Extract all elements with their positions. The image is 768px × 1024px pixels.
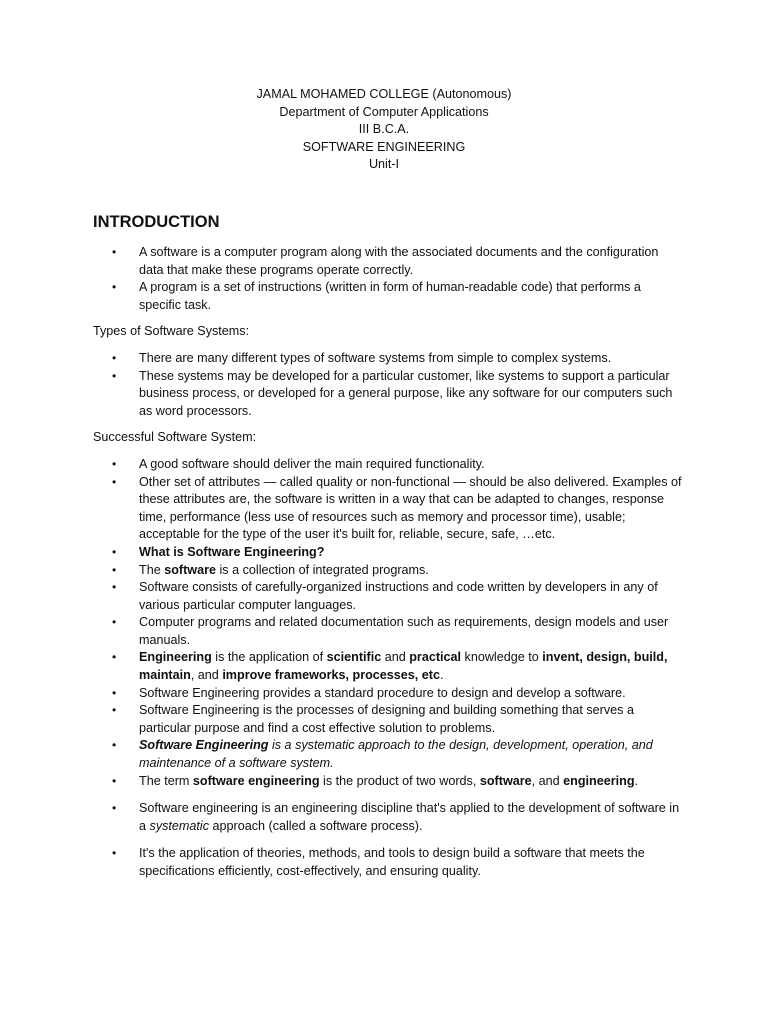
bullet-icon: •: [112, 562, 117, 577]
course-name: III B.C.A.: [358, 122, 410, 137]
bullet-icon: •: [112, 801, 117, 816]
bullet-icon: •: [112, 703, 117, 718]
subject-name: SOFTWARE ENGINEERING: [302, 139, 466, 154]
bullet-icon: •: [112, 544, 117, 559]
list-item: • Software engineering is an engineering discipline that's applied to the development of software in a systematic approach (called a software process).: [112, 801, 680, 833]
bullet-icon: •: [112, 368, 117, 383]
bullet-icon: •: [112, 615, 117, 630]
section-title: INTRODUCTION: [93, 213, 220, 231]
bullet-icon: •: [112, 280, 117, 295]
list-item: • Engineering is the application of scientific and practical knowledge to invent, design, build, maintain, and improve frameworks, processes, etc.: [112, 650, 668, 683]
document-header: [0, 86, 768, 174]
bullet-icon: •: [112, 474, 117, 489]
document-body: [93, 244, 683, 881]
list-item: • Software Engineering is a systematic approach to the design, development, operation, and maintenance of a software system.: [112, 738, 653, 771]
list-item: • The software is a collection of integrated programs.: [93, 562, 683, 580]
bullet-icon: •: [112, 773, 117, 788]
list-item: [93, 544, 683, 562]
list-item: • These systems may be developed for a particular customer, like systems to support a particular business process, or developed for a general purpose, like any software for our computers such as word processors.: [112, 368, 673, 418]
bullet-icon: •: [112, 580, 117, 595]
unit-name: Unit-I: [368, 157, 400, 172]
list-item: • A good software should deliver the main required functionality.: [93, 456, 683, 474]
list-item: • A software is a computer program along with the associated documents and the configuration data that make these programs operate correctly.: [112, 245, 659, 277]
list-item: • Software Engineering is the processes of designing and building something that serves a particular purpose and find a cost effective solution to problems.: [112, 703, 634, 735]
college-name: JAMAL MOHAMED COLLEGE (Autonomous): [256, 87, 512, 101]
types-label: Types of Software Systems:: [93, 324, 250, 339]
bullet-icon: •: [112, 846, 117, 861]
list-item: • The term software engineering is the product of two words, software, and engineering.: [93, 773, 683, 791]
what-is-heading: What is Software Engineering?: [139, 544, 325, 559]
bullet-icon: •: [112, 650, 117, 665]
success-label: Successful Software System:: [93, 430, 257, 445]
bullet-icon: •: [112, 456, 117, 471]
bullet-icon: •: [112, 685, 117, 700]
list-item: • Software Engineering provides a standard procedure to design and develop a software.: [93, 685, 683, 703]
bullet-icon: •: [112, 350, 117, 365]
list-item: • Software consists of carefully-organized instructions and code written by developers in any of various particular computer languages.: [112, 580, 658, 612]
bullet-icon: •: [112, 738, 117, 753]
list-item: • There are many different types of software systems from simple to complex systems.: [93, 350, 683, 368]
list-item: • It's the application of theories, methods, and tools to design build a software that meets the specifications efficiently, cost-effectively, and ensuring quality.: [112, 846, 645, 878]
success-list: [93, 456, 683, 881]
department-name: Department of Computer Applications: [279, 104, 489, 119]
list-item: • Computer programs and related documentation such as requirements, design models and user manuals.: [112, 615, 669, 647]
list-item: • Other set of attributes — called quality or non-functional — should be also delivered. Examples of these attributes are, the software is written in a way that can be adapted to changes, response time, performance (less use of resources such as memory and processor time), usable; acceptable for the type of the user it's built for, reliable, secure, safe, …etc.: [112, 474, 682, 542]
bullet-icon: •: [112, 245, 117, 259]
list-item: • A program is a set of instructions (written in form of human-readable code) that performs a specific task.: [112, 280, 641, 312]
intro-list: [93, 244, 683, 314]
types-list: [93, 350, 683, 420]
